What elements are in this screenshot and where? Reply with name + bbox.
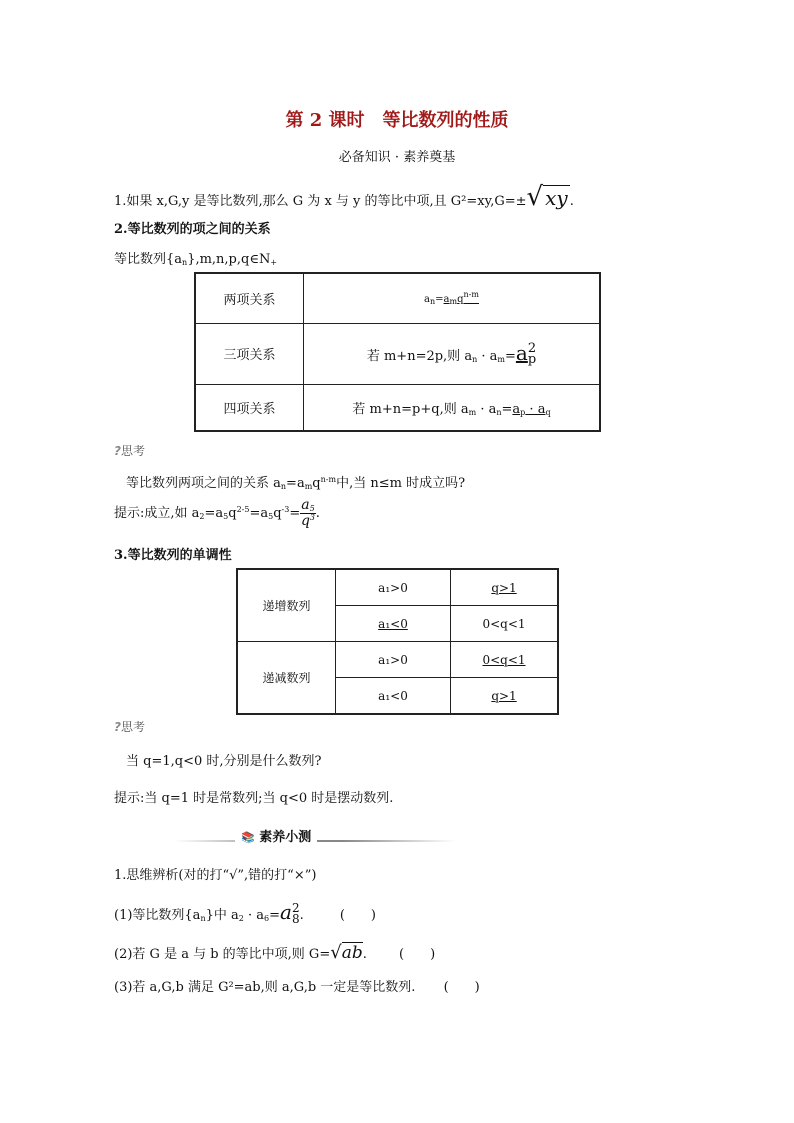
relation-cell: $a_n=a_mq^{n-m}$	[304, 273, 601, 323]
banner-label: 📚 素养小测	[235, 826, 317, 845]
think-label: ?思考	[114, 444, 145, 458]
condition-q: 0<q<1	[451, 642, 559, 678]
condition-q: q>1	[451, 678, 559, 715]
book-icon: 📚	[241, 831, 255, 844]
table-row	[195, 323, 600, 384]
condition-q: q>1	[451, 569, 559, 606]
sequence-intro: 等比数列$\{a_n\},m,n,p,q\in N_+$	[114, 252, 278, 267]
condition-a1: a₁>0	[336, 642, 451, 678]
fraction: $\frac{a_5}{q^3}$	[300, 497, 315, 530]
sqrt-expression: √ xy	[526, 182, 568, 212]
exercise-item-3: (3)若 a,G,b 满足 G²=ab,则 a,G,b 一定是等比数列. ( )	[114, 980, 480, 995]
decreasing-label: 递减数列	[237, 642, 336, 715]
row-label: 两项关系	[195, 273, 304, 323]
relation-cell: 若 m+n=p+q,则 $a_m \cdot a_n=a_p \cdot a_q$	[304, 384, 601, 431]
question-mark-icon: ?	[114, 444, 121, 458]
condition-a1: a₁<0	[336, 678, 451, 715]
section-heading-2: 2.等比数列的项之间的关系	[114, 222, 271, 237]
definition-line: 1.如果 x,G,y 是等比数列,那么 G 为 x 与 y 的等比中项,且 G²=xy,G=±√ xy .	[114, 182, 574, 212]
row-label: 四项关系	[195, 384, 304, 431]
think-label: ?思考	[114, 720, 145, 734]
quiz-banner	[175, 826, 455, 844]
exercise-intro: 1.思维辨析(对的打“√”,错的打“×”)	[114, 868, 317, 883]
term-relation-table	[194, 272, 601, 432]
table-row	[195, 273, 600, 323]
increasing-label: 递增数列	[237, 569, 336, 642]
relation-cell: 若 m+n=2p,则 $a_n \cdot a_m=a$ 2 p	[304, 323, 601, 384]
think-hint: 提示:成立,如 $a_2=a_5q^{2-5}=a_5q^{-3}=$ $\frac{a_5}{q^3}$ .	[114, 497, 320, 530]
section-subtitle: 必备知识 · 素养奠基	[338, 150, 456, 165]
exercise-item-2: (2)若 G 是 a 与 b 的等比中项,则 G=√ab. ( )	[114, 942, 436, 963]
question-mark-icon: ?	[114, 720, 121, 734]
page-title: 第 2 课时 等比数列的性质	[285, 110, 509, 131]
monotonicity-table	[236, 568, 559, 715]
answer-blank[interactable]: ( )	[399, 947, 436, 962]
exercise-item-1: (1)等比数列$\{a_n\}$中 $a_2 \cdot a_6=a$ 2 8 . ( )	[114, 900, 377, 926]
answer-blank[interactable]: ( )	[443, 980, 480, 995]
condition-a1: a₁>0	[336, 569, 451, 606]
section-heading-3: 3.等比数列的单调性	[114, 548, 232, 563]
row-label: 三项关系	[195, 323, 304, 384]
table-row	[237, 569, 558, 606]
answer-blank[interactable]: ( )	[339, 908, 377, 923]
think-question: 当 q=1,q<0 时,分别是什么数列?	[126, 754, 322, 769]
think-hint: 提示:当 q=1 时是常数列;当 q<0 时是摆动数列.	[114, 791, 394, 806]
table-row	[237, 642, 558, 678]
condition-a1: a₁<0	[336, 606, 451, 642]
table-row	[195, 384, 600, 431]
think-question: 等比数列两项之间的关系 $a_n=a_mq^{n-m}$中,当 n≤m 时成立吗?	[126, 475, 466, 491]
condition-q: 0<q<1	[451, 606, 559, 642]
